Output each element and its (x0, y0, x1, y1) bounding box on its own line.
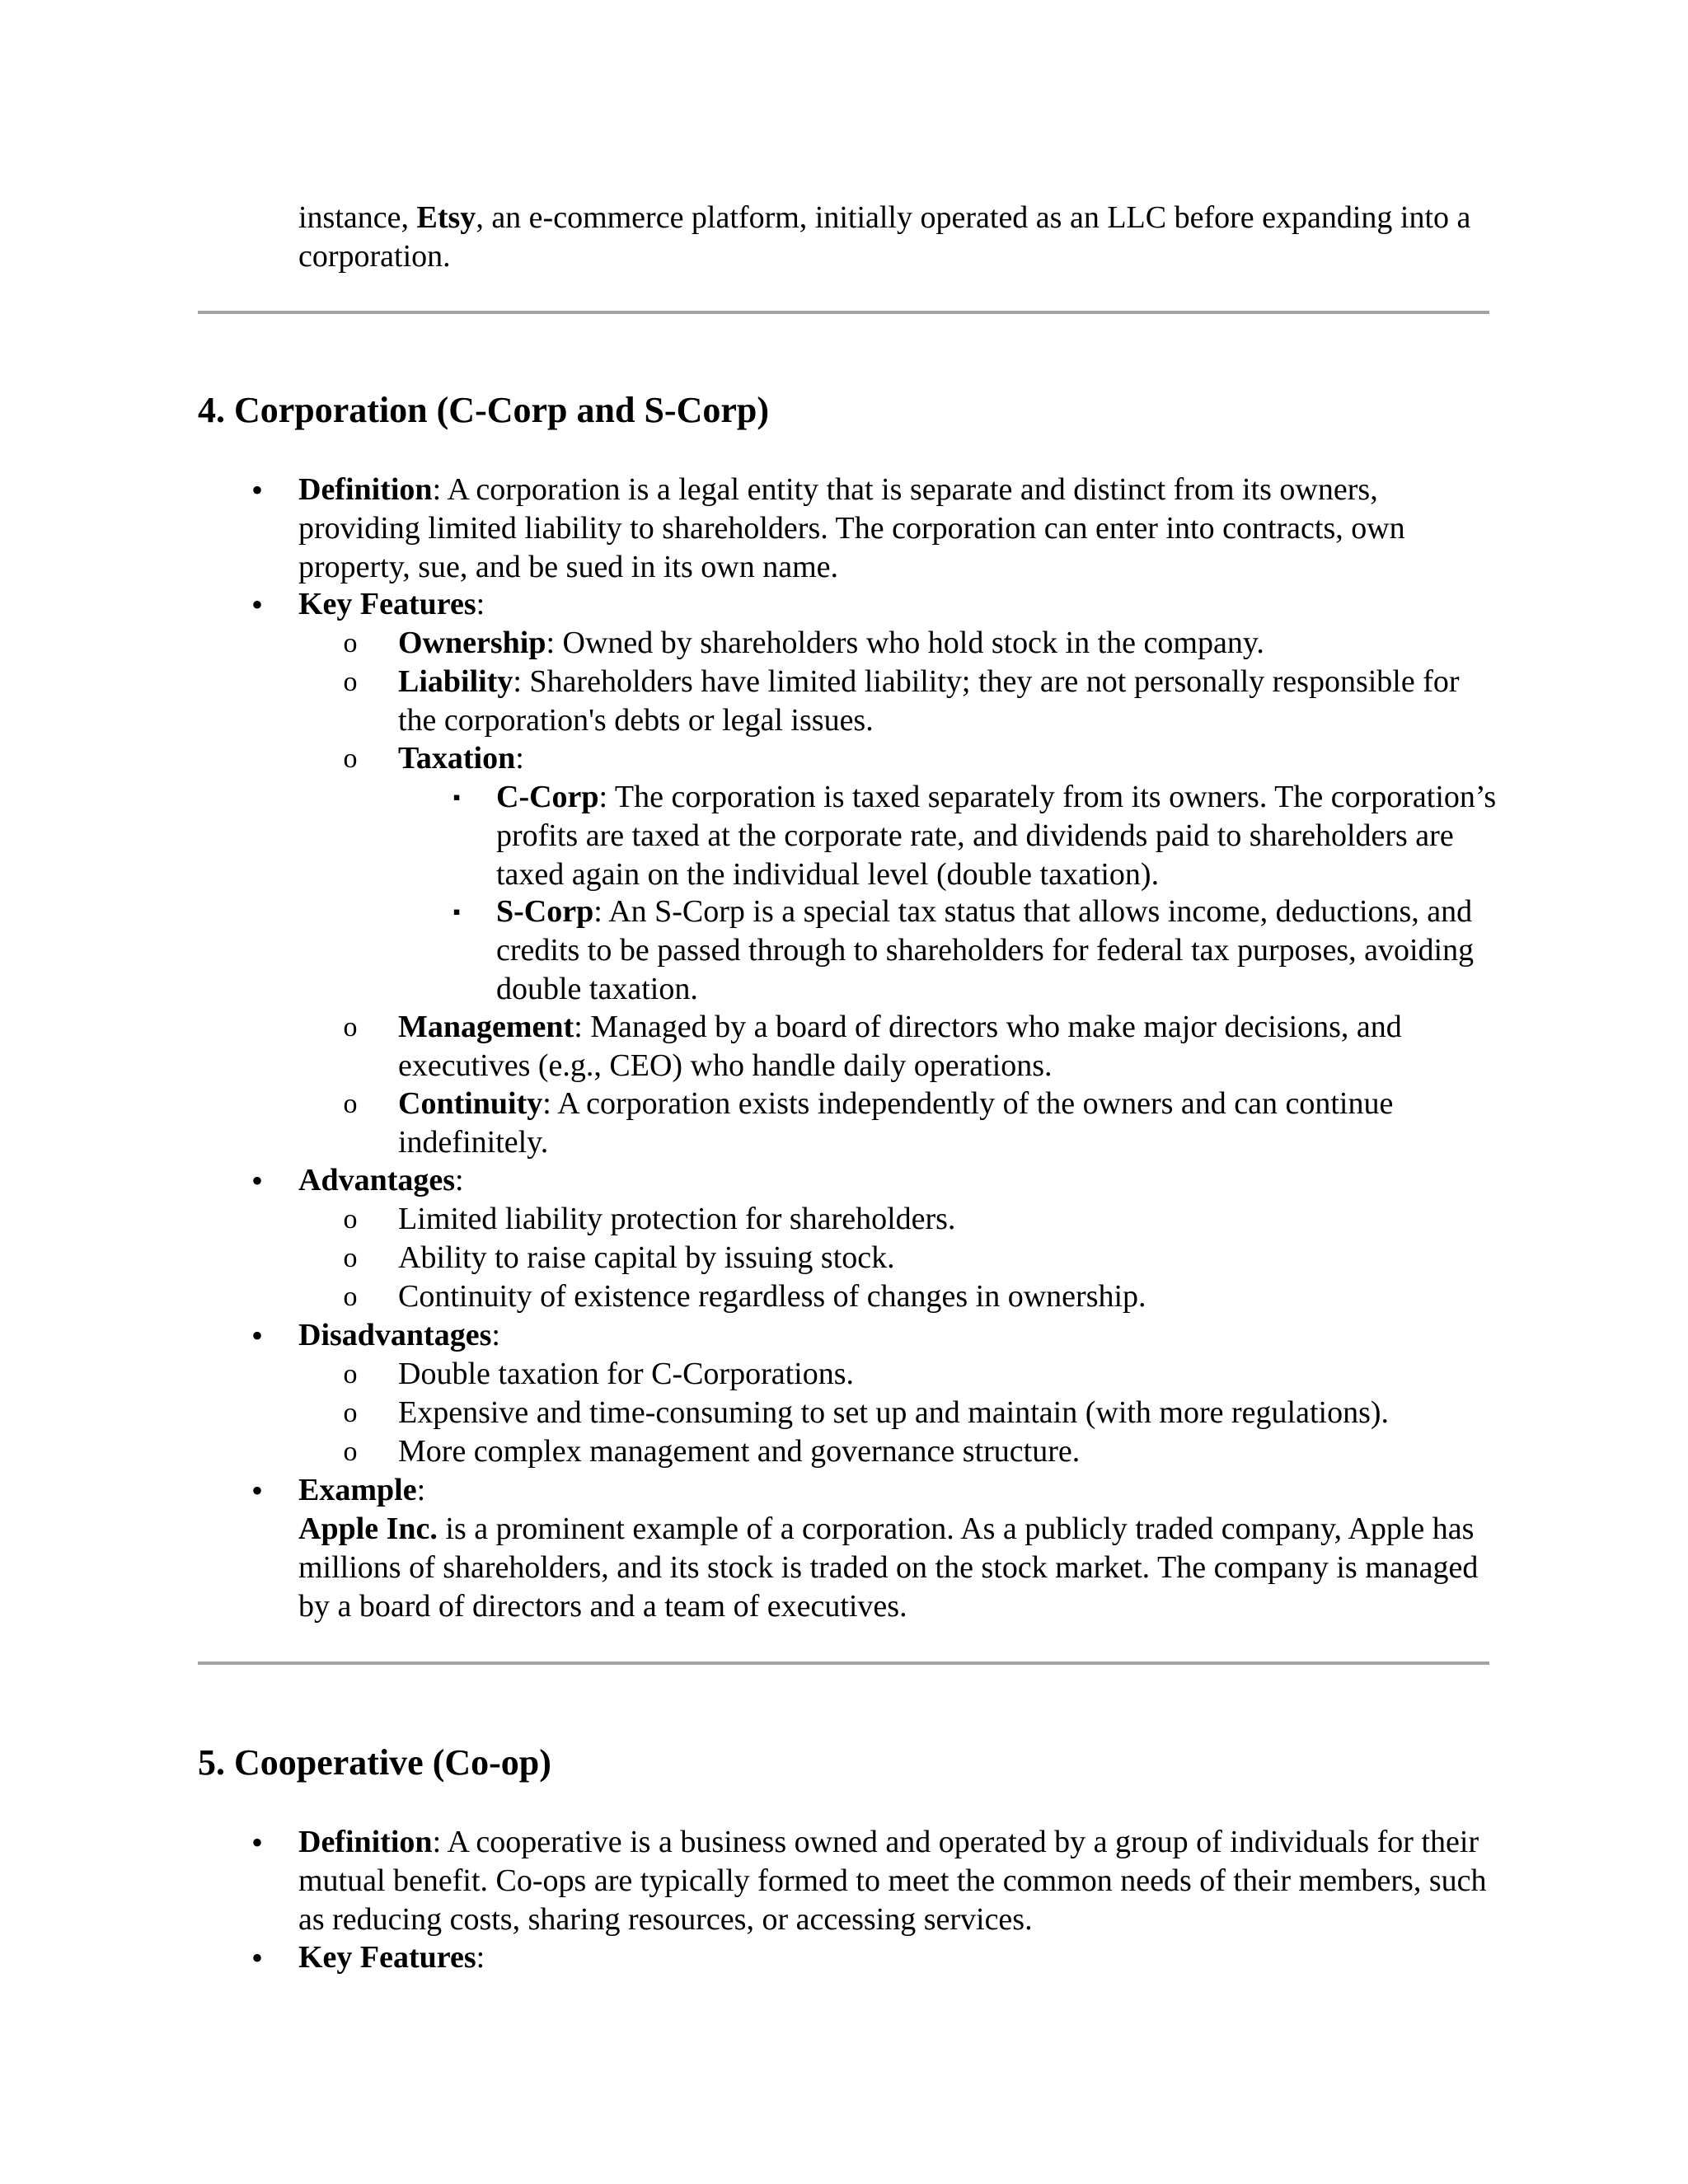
square-marker: ▪ (452, 785, 461, 809)
list-item-definition: • Definition: A cooperative is a business owned and operated by a group of individuals for their mutual benefit. Co-ops are typically formed to meet the common needs of their members, such as reducing costs, sharing resources, or accessing services. (298, 1823, 1502, 1939)
list-item-disadvantage: o Expensive and time-consuming to set up and maintain (with more regulations). (398, 1394, 1503, 1432)
circle-marker: o (343, 1436, 358, 1467)
list-item-continuity: o Continuity: A corporation exists independently of the owners and can continue indefinitely. (398, 1085, 1503, 1162)
section-divider (198, 311, 1489, 314)
bullet-marker: • (251, 1472, 263, 1509)
circle-marker: o (343, 667, 358, 697)
bullet-marker: • (251, 1162, 263, 1199)
list-item-advantage: o Limited liability protection for shareholders. (398, 1200, 1503, 1239)
list-item-ownership: o Ownership: Owned by shareholders who hold stock in the company. (398, 624, 1503, 663)
circle-marker: o (343, 743, 358, 774)
section-heading-corporation: 4. Corporation (C-Corp and S-Corp) (198, 390, 769, 430)
list-item-disadvantage: o Double taxation for C-Corporations. (398, 1355, 1503, 1394)
circle-marker: o (343, 1359, 358, 1390)
circle-marker: o (343, 1282, 358, 1312)
circle-marker: o (343, 1012, 358, 1043)
list-item-example: • Example: Apple Inc. is a prominent example of a corporation. As a publicly traded company, Apple has millions of shareholders, and its stock is traded on the stock market. The company is managed by a board of directors and a team of executives. (298, 1471, 1502, 1626)
list-item-management: o Management: Managed by a board of directors who make major decisions, and executives (e.g., CEO) who handle daily operations. (398, 1008, 1503, 1085)
list-item-key-features: • Key Features: (298, 1938, 1502, 1977)
circle-marker: o (343, 1243, 358, 1273)
circle-marker: o (343, 628, 358, 658)
list-item-c-corp: ▪ C-Corp: The corporation is taxed separately from its owners. The corporation’s profits are taxed at the corporate rate, and dividends paid to shareholders are taxed again on the individual level (double taxation). (496, 778, 1502, 894)
list-item-advantage: o Ability to raise capital by issuing stock. (398, 1239, 1503, 1277)
list-item-disadvantages: • Disadvantages: (298, 1316, 1502, 1355)
section-divider (198, 1661, 1489, 1665)
list-item-liability: o Liability: Shareholders have limited liability; they are not personally responsible for the corporation's debts or legal issues. (398, 663, 1503, 740)
etsy-term: Etsy (416, 200, 476, 235)
list-item-advantages: • Advantages: (298, 1161, 1502, 1200)
list-item-disadvantage: o More complex management and governance structure. (398, 1432, 1503, 1471)
list-item-advantage: o Continuity of existence regardless of changes in ownership. (398, 1277, 1503, 1316)
apple-term: Apple Inc. (298, 1511, 438, 1546)
list-item-taxation: o Taxation: (398, 739, 1503, 778)
list-item-key-features: • Key Features: (298, 585, 1502, 624)
bullet-marker: • (251, 1939, 263, 1976)
section-heading-cooperative: 5. Cooperative (Co-op) (198, 1742, 551, 1783)
bullet-marker: • (251, 471, 263, 509)
bullet-marker: • (251, 1317, 263, 1354)
circle-marker: o (343, 1204, 358, 1235)
circle-marker: o (343, 1398, 358, 1428)
square-marker: ▪ (452, 900, 461, 924)
list-item-s-corp: ▪ S-Corp: An S-Corp is a special tax status that allows income, deductions, and credits to be passed through to shareholders for federal tax purposes, avoiding double taxation. (496, 893, 1502, 1009)
list-item-definition: • Definition: A corporation is a legal entity that is separate and distinct from its owners, providing limited liability to shareholders. The corporation can enter into contracts, own property, sue, and be sued in its own name. (298, 471, 1502, 587)
circle-marker: o (343, 1089, 358, 1119)
bullet-marker: • (251, 586, 263, 623)
intro-paragraph: instance, Etsy, an e-commerce platform, initially operated as an LLC before expanding into a corporation. (298, 200, 1471, 274)
bullet-marker: • (251, 1824, 263, 1861)
